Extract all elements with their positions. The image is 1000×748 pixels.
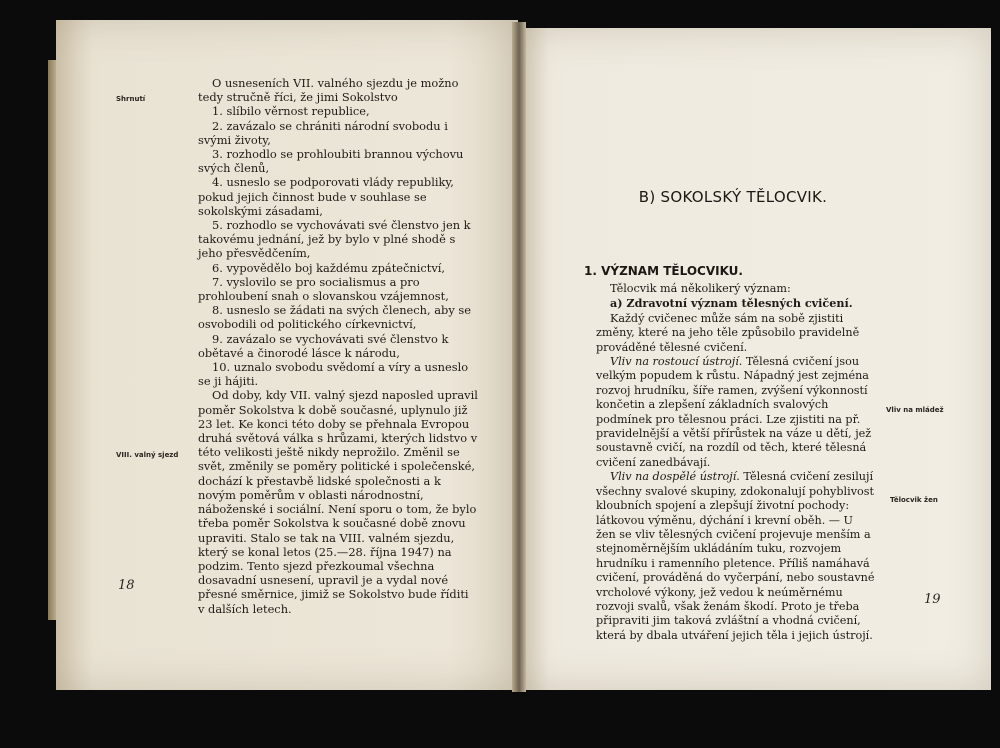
subheading (596, 296, 876, 311)
margin-note-women: Tělocvik žen (890, 496, 938, 504)
closing-paragraph: Od doby, kdy VII. valný sjezd naposled upravil poměr Sokolstva k době současné, uplynulo již 23 let. Ke konci této doby se přehnala Evropou druhá světová válka s hrůzami, kterých lidstvo v této velikosti ještě nikdy neprožilo. Změnil se svět, změnily se poměry politické i společenské, dochází k přestavbě lidské společnosti a k novým poměrům v oblasti národnostní, náboženské i sociální. Není sporu o tom, že bylo třeba poměr Sokolstva k současné době znovu upraviti. Stalo se tak na VIII. valném sjezdu, který se konal letos (25.—28. října 1947) na podzim. Tento sjezd přezkoumal všechna dosavadní usnesení, upravil je a vydal nové přesné směrnice, jimiž se Sokolstvo bude říditi v dalších letech. (198, 388, 478, 616)
list-item: 8. usneslo se žádati na svých členech, aby se osvobodili od politického církevnictví, (198, 303, 471, 332)
right-page-text (596, 282, 876, 643)
list-item: 6. vypovědělo boj každému zpátečnictví, (212, 260, 446, 275)
list-item: 9. zavázalo se vychovávati své členstvo k obětavé a činorodé lásce k národu, (198, 331, 449, 360)
list-item: 2. zavázalo se chrániti národní svobodu i svými životy, (198, 118, 448, 147)
paragraph-3-text: Tělesná cvičení zesilují všechny svalové skupiny, zdokonalují pohyblivost kloubních spojení a zlepšují životní pochody: látkovou výměnu, dýchání i krevní oběh. — U žen se vliv tělesných cvičení projevuje menším a stejnoměrnějším ukládáním tuku, rozvojem hrudníku i ramenního pletence. Příliš namáhavá cvičení, prováděná do vyčerpání, nebo soustavné vrcholové výkony, jež vedou k neúměrnému rozvoji svalů, však ženám škodí. Proto je třeba připraviti jim taková zvláštní a vhodná cvičení, která by dbala utváření jejich těla i jejich ústrojí. (596, 470, 875, 642)
paragraph-2-label: Vliv na rostoucí ústrojí. (610, 355, 743, 369)
list-item: 3. rozhodlo se prohloubiti brannou výchovu svých členů, (198, 147, 464, 176)
paragraph-2 (596, 355, 876, 470)
page-number-right: 19 (924, 592, 941, 607)
list-item: 1. slíbilo věrnost republice, (212, 104, 370, 119)
page-number-left: 18 (118, 578, 135, 593)
paragraph-3-label: Vliv na dospělé ústrojí. (610, 470, 740, 484)
left-page-text (198, 76, 478, 616)
subheading-text: a) Zdravotní význam tělesných cvičení. (610, 296, 853, 311)
margin-note-congress: VIII. valný sjezd (116, 451, 179, 459)
paragraph-3 (596, 470, 876, 643)
list-item: 5. rozhodlo se vychovávati své členstvo jen k takovému jednání, jež by bylo v plné shodě s jeho přesvědčením, (198, 218, 471, 261)
list-item: 7. vyslovilo se pro socialismus a pro prohloubení snah o slovanskou vzájemnost, (198, 274, 449, 304)
list-item: 10. uznalo svobodu svědomí a víry a usneslo se ji hájiti. (198, 360, 469, 389)
book-gutter (512, 22, 526, 692)
section-title: B) SOKOLSKÝ TĚLOCVIK. (638, 188, 828, 206)
lead-paragraph: Tělocvik má několikerý význam: (610, 282, 791, 295)
paragraph-1: Každý cvičenec může sám na sobě zjistiti změny, které na jeho těle způsobilo pravidelně prováděné tělesné cvičení. (596, 311, 860, 354)
paragraph-2-text: Tělesná cvičení jsou velkým popudem k růstu. Nápadný jest zejména rozvoj hrudníku, šíře ramen, zvýšení výkonností končetin a zlepšení základních svalových podmínek pro tělesnou práci. Lze zjistiti na př. pravidelnější a větší přírůstek na váze u dětí, jež soustavně cvičí, na rozdíl od těch, které tělesná cvičení zanedbávají. (596, 355, 872, 469)
chapter-title: 1. VÝZNAM TĚLOCVIKU. (584, 264, 743, 278)
intro-paragraph: O usneseních VII. valného sjezdu je možno tedy stručně říci, že jimi Sokolstvo (198, 76, 459, 105)
margin-note-youth: Vliv na mládež (886, 406, 944, 414)
list-item: 4. usneslo se podporovati vlády republiky, pokud jejich činnost bude v souhlase se sokolskými zásadami, (198, 175, 454, 218)
margin-note-summary: Shrnutí (116, 95, 146, 103)
